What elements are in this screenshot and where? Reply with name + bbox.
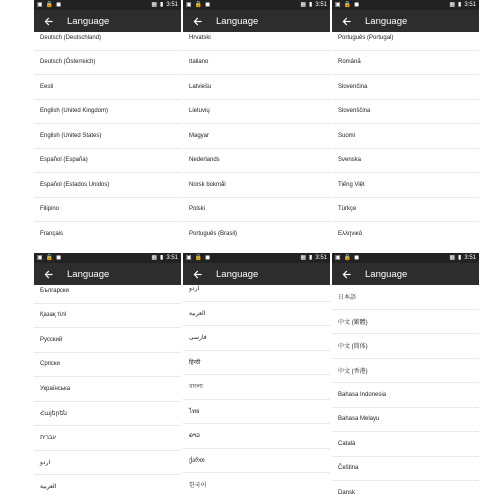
page-title: Language	[216, 15, 259, 27]
back-arrow-icon[interactable]	[190, 267, 204, 281]
language-item[interactable]: Български	[34, 285, 181, 304]
status-bar	[34, 0, 181, 10]
page-title: Language	[67, 15, 110, 27]
toolbar	[183, 10, 330, 32]
language-screen-1	[34, 0, 181, 242]
language-item[interactable]: Eesti	[34, 75, 181, 100]
status-bar	[332, 0, 479, 10]
language-list[interactable]	[34, 32, 181, 242]
status-time: 3:51	[315, 2, 327, 8]
notification-icon: ◼	[56, 2, 62, 8]
status-icons-left	[37, 253, 151, 263]
language-item[interactable]: বাংলা	[183, 375, 330, 400]
toolbar	[34, 10, 181, 32]
language-item[interactable]: 中文 (香港)	[332, 359, 479, 384]
sim-icon: ▦	[151, 255, 157, 261]
language-item[interactable]: Українська	[34, 377, 181, 402]
language-item[interactable]: Nederlands	[183, 149, 330, 174]
language-item[interactable]: Norsk bokmål	[183, 173, 330, 198]
language-item[interactable]: Română	[332, 51, 479, 76]
language-item[interactable]: Français	[34, 222, 181, 242]
status-icons-left	[186, 0, 300, 10]
status-icons-right	[151, 253, 178, 263]
language-item[interactable]: فارسی	[183, 326, 330, 351]
language-screen-6	[332, 253, 479, 495]
language-item[interactable]: العربية	[183, 302, 330, 327]
image-icon: ▣	[37, 255, 43, 261]
language-item[interactable]: Čeština	[332, 457, 479, 482]
battery-icon: ▮	[160, 255, 164, 261]
language-item[interactable]: Tiếng Việt	[332, 173, 479, 198]
status-bar	[183, 0, 330, 10]
language-item[interactable]: Deutsch (Österreich)	[34, 51, 181, 76]
language-item[interactable]: Slovenščina	[332, 100, 479, 125]
language-item[interactable]: Italiano	[183, 51, 330, 76]
toolbar	[332, 263, 479, 285]
language-item[interactable]: Bahasa Melayu	[332, 408, 479, 433]
toolbar	[34, 263, 181, 285]
language-item[interactable]: Svenska	[332, 149, 479, 174]
language-item[interactable]: English (United States)	[34, 124, 181, 149]
status-icons-left	[335, 0, 449, 10]
notification-icon: ◼	[354, 255, 360, 261]
status-bar	[34, 253, 181, 263]
language-item[interactable]: اردو	[183, 285, 330, 302]
notification-icon: ◼	[205, 255, 211, 261]
notification-icon: ◼	[56, 255, 62, 261]
status-bar	[332, 253, 479, 263]
sim-icon: ▦	[300, 255, 306, 261]
sim-icon: ▦	[300, 2, 306, 8]
battery-icon: ▮	[458, 2, 462, 8]
image-icon: ▣	[335, 2, 341, 8]
lock-icon: 🔒	[194, 2, 203, 8]
status-icons-right	[300, 0, 327, 10]
language-item[interactable]: 한국어	[183, 473, 330, 495]
language-item[interactable]: ქართ	[183, 449, 330, 474]
language-list[interactable]	[183, 32, 330, 242]
language-item[interactable]: Türkçe	[332, 198, 479, 223]
language-item[interactable]: Slovenčina	[332, 75, 479, 100]
language-screen-4	[34, 253, 181, 495]
language-item[interactable]: English (United Kingdom)	[34, 100, 181, 125]
page-title: Language	[365, 15, 408, 27]
language-item[interactable]: Latviešu	[183, 75, 330, 100]
back-arrow-icon[interactable]	[41, 267, 55, 281]
language-item[interactable]: Filipino	[34, 198, 181, 223]
lock-icon: 🔒	[194, 255, 203, 261]
lock-icon: 🔒	[343, 2, 352, 8]
language-list[interactable]	[183, 285, 330, 495]
status-icons-left	[37, 0, 151, 10]
battery-icon: ▮	[458, 255, 462, 261]
lock-icon: 🔒	[45, 255, 54, 261]
page-title: Language	[365, 268, 408, 280]
lock-icon: 🔒	[45, 2, 54, 8]
status-icons-right	[151, 0, 178, 10]
status-bar	[183, 253, 330, 263]
language-item[interactable]: Suomi	[332, 124, 479, 149]
language-item[interactable]: Magyar	[183, 124, 330, 149]
status-icons-left	[335, 253, 449, 263]
language-item[interactable]: Deutsch (Deutschland)	[34, 32, 181, 51]
back-arrow-icon[interactable]	[339, 14, 353, 28]
image-icon: ▣	[37, 2, 43, 8]
language-item[interactable]: ລາວ	[183, 424, 330, 449]
language-item[interactable]: ไทย	[183, 400, 330, 425]
language-list[interactable]	[332, 285, 479, 495]
language-item[interactable]: Հայերեն	[34, 402, 181, 427]
lock-icon: 🔒	[343, 255, 352, 261]
status-time: 3:51	[315, 255, 327, 261]
status-time: 3:51	[464, 255, 476, 261]
language-item[interactable]: Ελληνικά	[332, 222, 479, 242]
toolbar	[332, 10, 479, 32]
language-item[interactable]: Português (Brasil)	[183, 222, 330, 242]
status-time: 3:51	[166, 2, 178, 8]
image-icon: ▣	[186, 2, 192, 8]
language-list[interactable]	[34, 285, 181, 495]
back-arrow-icon[interactable]	[190, 14, 204, 28]
language-screen-5	[183, 253, 330, 495]
language-item[interactable]: Dansk	[332, 481, 479, 495]
language-item[interactable]: اردو	[34, 451, 181, 476]
language-item[interactable]: Lietuvių	[183, 100, 330, 125]
image-icon: ▣	[335, 255, 341, 261]
language-item[interactable]: Polski	[183, 198, 330, 223]
notification-icon: ◼	[205, 2, 211, 8]
language-item[interactable]: Español (España)	[34, 149, 181, 174]
battery-icon: ▮	[309, 2, 313, 8]
language-item[interactable]: हिन्दी	[183, 351, 330, 376]
back-arrow-icon[interactable]	[41, 14, 55, 28]
language-item[interactable]: Қазақ тілі	[34, 304, 181, 329]
language-screen-3	[332, 0, 479, 242]
language-item[interactable]: Português (Portugal)	[332, 32, 479, 51]
battery-icon: ▮	[309, 255, 313, 261]
notification-icon: ◼	[354, 2, 360, 8]
status-icons-right	[449, 253, 476, 263]
language-item[interactable]: Bahasa Indonesia	[332, 383, 479, 408]
language-item[interactable]: עברית	[34, 426, 181, 451]
page-title: Language	[67, 268, 110, 280]
language-item[interactable]: Español (Estados Unidos)	[34, 173, 181, 198]
toolbar	[183, 263, 330, 285]
language-item[interactable]: 中文 (简体)	[332, 334, 479, 359]
battery-icon: ▮	[160, 2, 164, 8]
sim-icon: ▦	[449, 255, 455, 261]
language-item[interactable]: Русский	[34, 328, 181, 353]
language-item[interactable]: 中文 (繁體)	[332, 310, 479, 335]
language-screen-2	[183, 0, 330, 242]
language-list[interactable]	[332, 32, 479, 242]
image-icon: ▣	[186, 255, 192, 261]
status-time: 3:51	[464, 2, 476, 8]
sim-icon: ▦	[151, 2, 157, 8]
language-item[interactable]: 日本語	[332, 285, 479, 310]
status-icons-left	[186, 253, 300, 263]
language-item[interactable]: Hrvatski	[183, 32, 330, 51]
status-icons-right	[449, 0, 476, 10]
back-arrow-icon[interactable]	[339, 267, 353, 281]
language-item[interactable]: Català	[332, 432, 479, 457]
language-item[interactable]: العربية	[34, 475, 181, 495]
status-time: 3:51	[166, 255, 178, 261]
sim-icon: ▦	[449, 2, 455, 8]
status-icons-right	[300, 253, 327, 263]
page-title: Language	[216, 268, 259, 280]
language-item[interactable]: Српски	[34, 353, 181, 378]
